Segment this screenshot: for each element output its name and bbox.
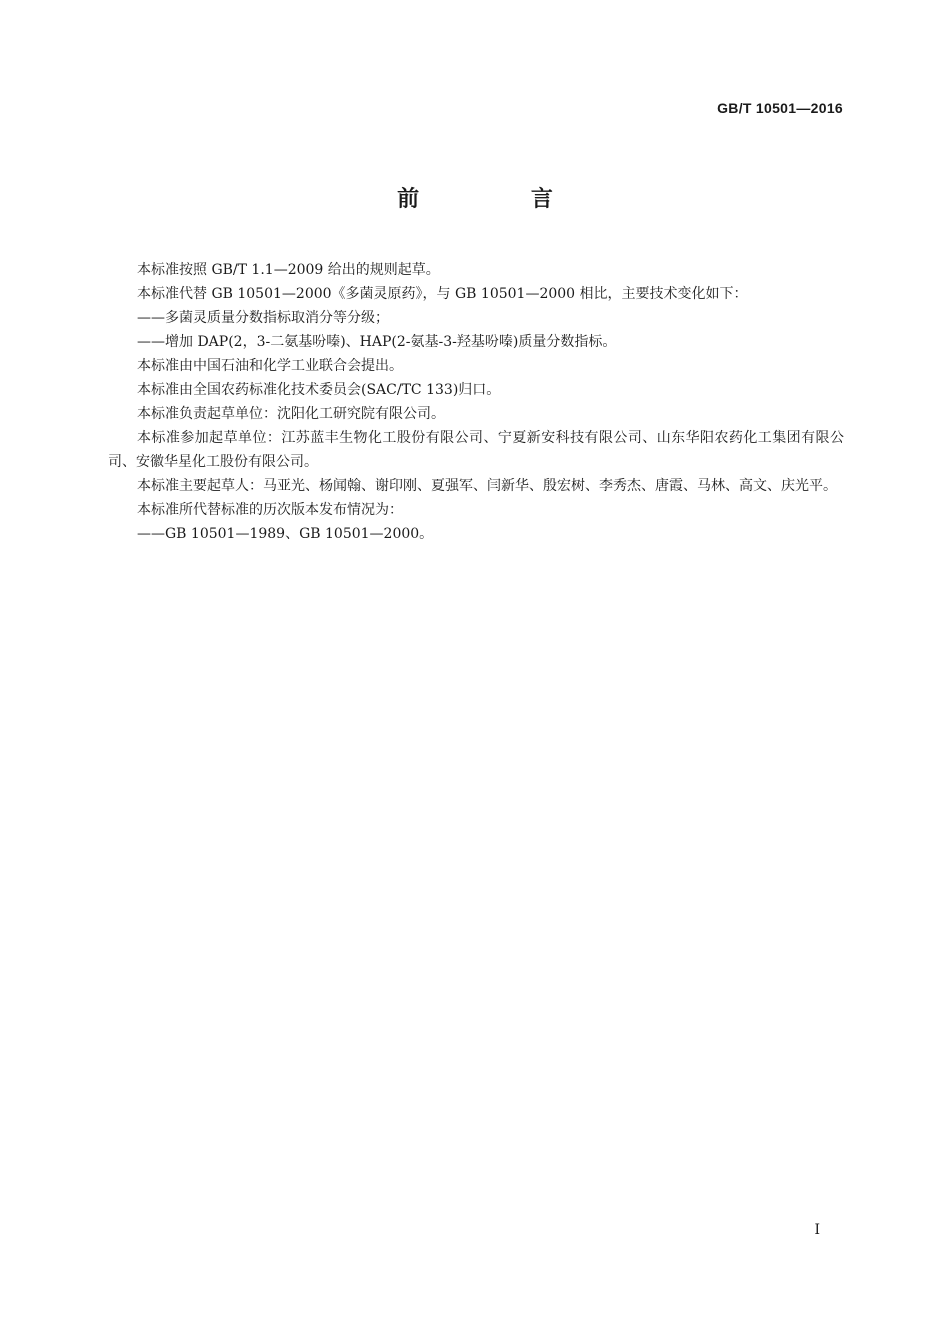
paragraph-replaces: 本标准代替 GB 10501—2000《多菌灵原药》，与 GB 10501—2000 相比，主要技术变化如下： xyxy=(137,286,748,302)
paragraph-main-drafters: 本标准主要起草人：马亚光、杨闻翰、谢印刚、夏强军、闫新华、殷宏树、李秀杰、唐霞、马林、高文、庆光平。 xyxy=(137,478,837,494)
list-item-change-1: ——多菌灵质量分数指标取消分等分级； xyxy=(137,310,389,326)
list-item-history: ——GB 10501—1989、GB 10501—2000。 xyxy=(137,526,434,542)
page-number: I xyxy=(814,1222,820,1238)
list-item-change-2: ——增加 DAP(2，3-二氨基吩嗪)、HAP(2-氨基-3-羟基吩嗪)质量分数指标。 xyxy=(137,334,617,350)
paragraph-participating-drafters: 本标准参加起草单位：江苏蓝丰生物化工股份有限公司、宁夏新安科技有限公司、山东华阳农药化工集团有限公司、安徽华星化工股份有限公司。 xyxy=(108,430,844,470)
paragraph-drafting-rule: 本标准按照 GB/T 1.1—2009 给出的规则起草。 xyxy=(137,262,440,278)
paragraph-history-intro: 本标准所代替标准的历次版本发布情况为： xyxy=(137,502,403,518)
page-title: 前 言 xyxy=(397,187,605,212)
standard-code: GB/T 10501—2016 xyxy=(717,100,843,116)
paragraph-under-jurisdiction: 本标准由全国农药标准化技术委员会(SAC/TC 133)归口。 xyxy=(137,382,501,398)
foreword-body xyxy=(108,258,844,546)
paragraph-proposed-by: 本标准由中国石油和化学工业联合会提出。 xyxy=(137,358,403,374)
paragraph-responsible-drafter: 本标准负责起草单位：沈阳化工研究院有限公司。 xyxy=(137,406,445,422)
